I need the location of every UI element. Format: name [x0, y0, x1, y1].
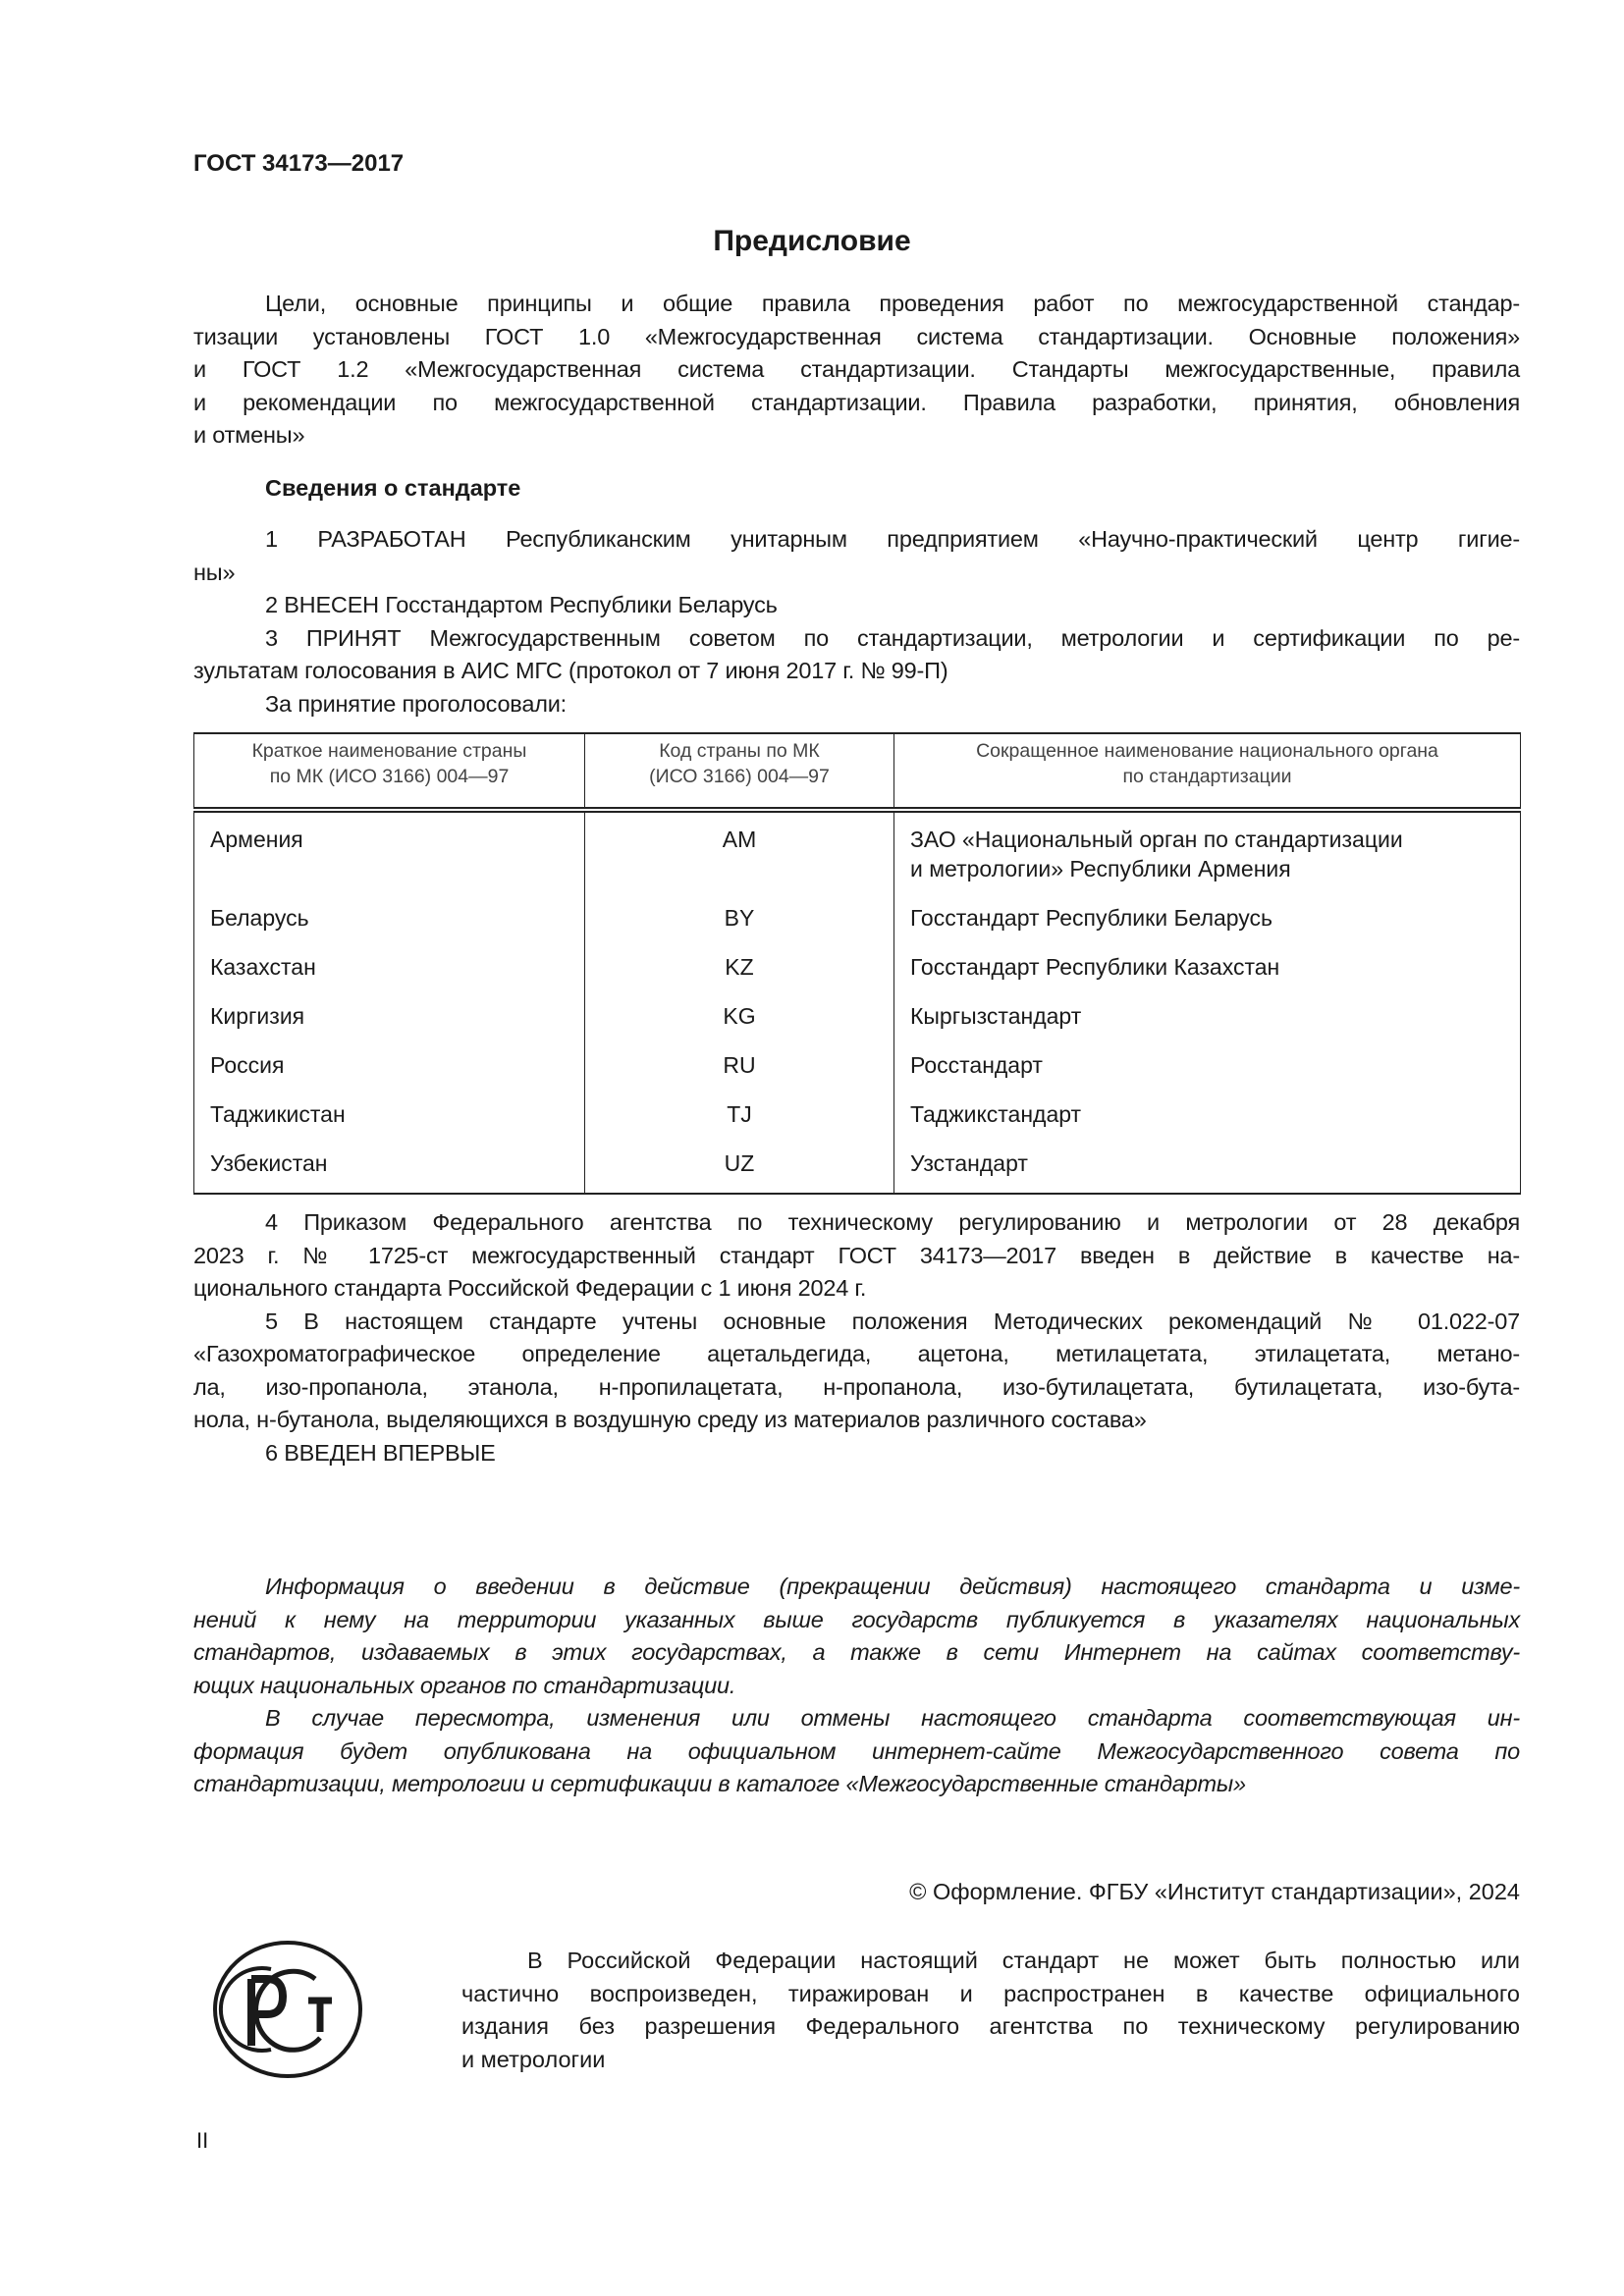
body-cell: Кыргызстандарт	[894, 1001, 1521, 1050]
section-heading: Сведения о стандарте	[265, 475, 521, 501]
body-cell: Таджикстандарт	[894, 1099, 1521, 1148]
text-line: В случае пересмотра, изменения или отмены настоящего стандарта соответствующая ин-	[265, 1705, 1520, 1731]
notice-paragraphs	[193, 1571, 1520, 1801]
code-cell: KG	[585, 1001, 894, 1050]
table-row	[194, 810, 1521, 903]
voting-table	[193, 732, 1521, 1195]
text-line: ционального стандарта Российской Федерации с 1 июня 2024 г.	[193, 1275, 867, 1301]
text-line: 3 ПРИНЯТ Межгосударственным советом по стандартизации, метрологии и сертификации по ре-	[265, 624, 1520, 651]
code-cell: TJ	[585, 1099, 894, 1148]
document-number: ГОСТ 34173—2017	[193, 150, 405, 177]
text-line: ла, изо-пропанола, этанола, н-пропилацетата, н-пропанола, изо-бутилацетата, бутилацетата, изо-бута-	[193, 1373, 1520, 1400]
text-line: и отмены»	[193, 422, 305, 448]
text-line: и ГОСТ 1.2 «Межгосударственная система стандартизации. Стандарты межгосударственные, правила	[193, 356, 1520, 382]
page-number: II	[196, 2128, 209, 2153]
copyright-notice: © Оформление. ФГБУ «Институт стандартизации», 2024	[909, 1879, 1520, 1904]
country-cell: Россия	[194, 1050, 585, 1099]
text-line: издания без разрешения Федерального агентства по техническому регулированию	[461, 2013, 1520, 2039]
text-line: 5 В настоящем стандарте учтены основные положения Методических рекомендаций № 01.022-07	[265, 1308, 1520, 1334]
info-items-continued	[193, 1206, 1520, 1469]
table-header-row	[194, 733, 1521, 810]
text-line: стандартизации, метрологии и сертификации в каталоге «Межгосударственные стандарты»	[193, 1771, 1246, 1796]
country-cell: Киргизия	[194, 1001, 585, 1050]
country-cell: Таджикистан	[194, 1099, 585, 1148]
text-line: Цели, основные принципы и общие правила проведения работ по межгосударственной стандар-	[265, 291, 1520, 316]
text-line: тизации установлены ГОСТ 1.0 «Межгосударственная система стандартизации. Основные положения»	[193, 323, 1520, 349]
country-cell: Беларусь	[194, 903, 585, 952]
column-header-body: Сокращенное наименование национального органа по стандартизации	[894, 733, 1521, 810]
text-line: зультатам голосования в АИС МГС (протокол от 7 июня 2017 г. № 99-П)	[193, 658, 948, 683]
body-cell: ЗАО «Национальный орган по стандартизации и метрологии» Республики Армения	[894, 810, 1521, 903]
page-title: Предисловие	[713, 225, 911, 257]
country-cell: Узбекистан	[194, 1148, 585, 1194]
code-cell: BY	[585, 903, 894, 952]
text-line: и метрологии	[461, 2046, 606, 2072]
table-row	[194, 903, 1521, 952]
rst-logo	[212, 1940, 363, 2084]
column-header-code: Код страны по МК (ИСО 3166) 004—97	[585, 733, 894, 810]
country-cell: Армения	[194, 810, 585, 903]
intro-paragraph	[193, 288, 1520, 453]
text-line: нола, н-бутанола, выделяющихся в воздушную среду из материалов различного состава»	[193, 1407, 1147, 1432]
text-line: За принятие проголосовали:	[265, 690, 567, 717]
text-line: Информация о введении в действие (прекращении действия) настоящего стандарта и изме-	[265, 1574, 1520, 1599]
body-cell: Росстандарт	[894, 1050, 1521, 1099]
body-cell: Госстандарт Республики Казахстан	[894, 952, 1521, 1001]
table-row	[194, 1001, 1521, 1050]
text-line: «Газохроматографическое определение ацетальдегида, ацетона, метилацетата, этилацетата, метано-	[193, 1341, 1520, 1366]
country-cell: Казахстан	[194, 952, 585, 1001]
table-row	[194, 952, 1521, 1001]
column-header-country: Краткое наименование страны по МК (ИСО 3166) 004—97	[194, 733, 585, 810]
table-row	[194, 1148, 1521, 1194]
text-line: стандартов, издаваемых в этих государствах, а также в сети Интернет на сайтах соответству-	[193, 1639, 1520, 1665]
text-line: и рекомендации по межгосударственной стандартизации. Правила разработки, принятия, обновления	[193, 389, 1520, 415]
code-cell: KZ	[585, 952, 894, 1001]
text-line: 6 ВВЕДЕН ВПЕРВЫЕ	[265, 1439, 496, 1466]
text-line: 2023 г. № 1725-ст межгосударственный стандарт ГОСТ 34173—2017 введен в действие в качестве на-	[193, 1242, 1520, 1268]
text-line: 2 ВНЕСЕН Госстандартом Республики Беларусь	[265, 592, 778, 617]
text-line: 4 Приказом Федерального агентства по техническому регулированию и метрологии от 28 декабря	[265, 1209, 1520, 1235]
text-line: 1 РАЗРАБОТАН Республиканским унитарным предприятием «Научно-практический центр гигие-	[265, 526, 1520, 552]
rights-notice	[461, 1945, 1520, 2076]
info-items	[193, 523, 1520, 721]
table-row	[194, 1099, 1521, 1148]
body-cell: Узстандарт	[894, 1148, 1521, 1194]
body-cell: Госстандарт Республики Беларусь	[894, 903, 1521, 952]
code-cell: RU	[585, 1050, 894, 1099]
text-line: ны»	[193, 559, 236, 585]
text-line: нений к нему на территории указанных выше государств публикуется в указателях национальных	[193, 1606, 1520, 1632]
text-line: ющих национальных органов по стандартизации.	[193, 1672, 736, 1698]
code-cell: UZ	[585, 1148, 894, 1194]
code-cell: AM	[585, 810, 894, 903]
text-line: частично воспроизведен, тиражирован и распространен в качестве официального	[461, 1980, 1520, 2006]
table-row	[194, 1050, 1521, 1099]
text-line: В Российской Федерации настоящий стандарт не может быть полностью или	[527, 1948, 1520, 1973]
text-line: формация будет опубликована на официальном интернет-сайте Межгосударственного совета по	[193, 1737, 1520, 1764]
